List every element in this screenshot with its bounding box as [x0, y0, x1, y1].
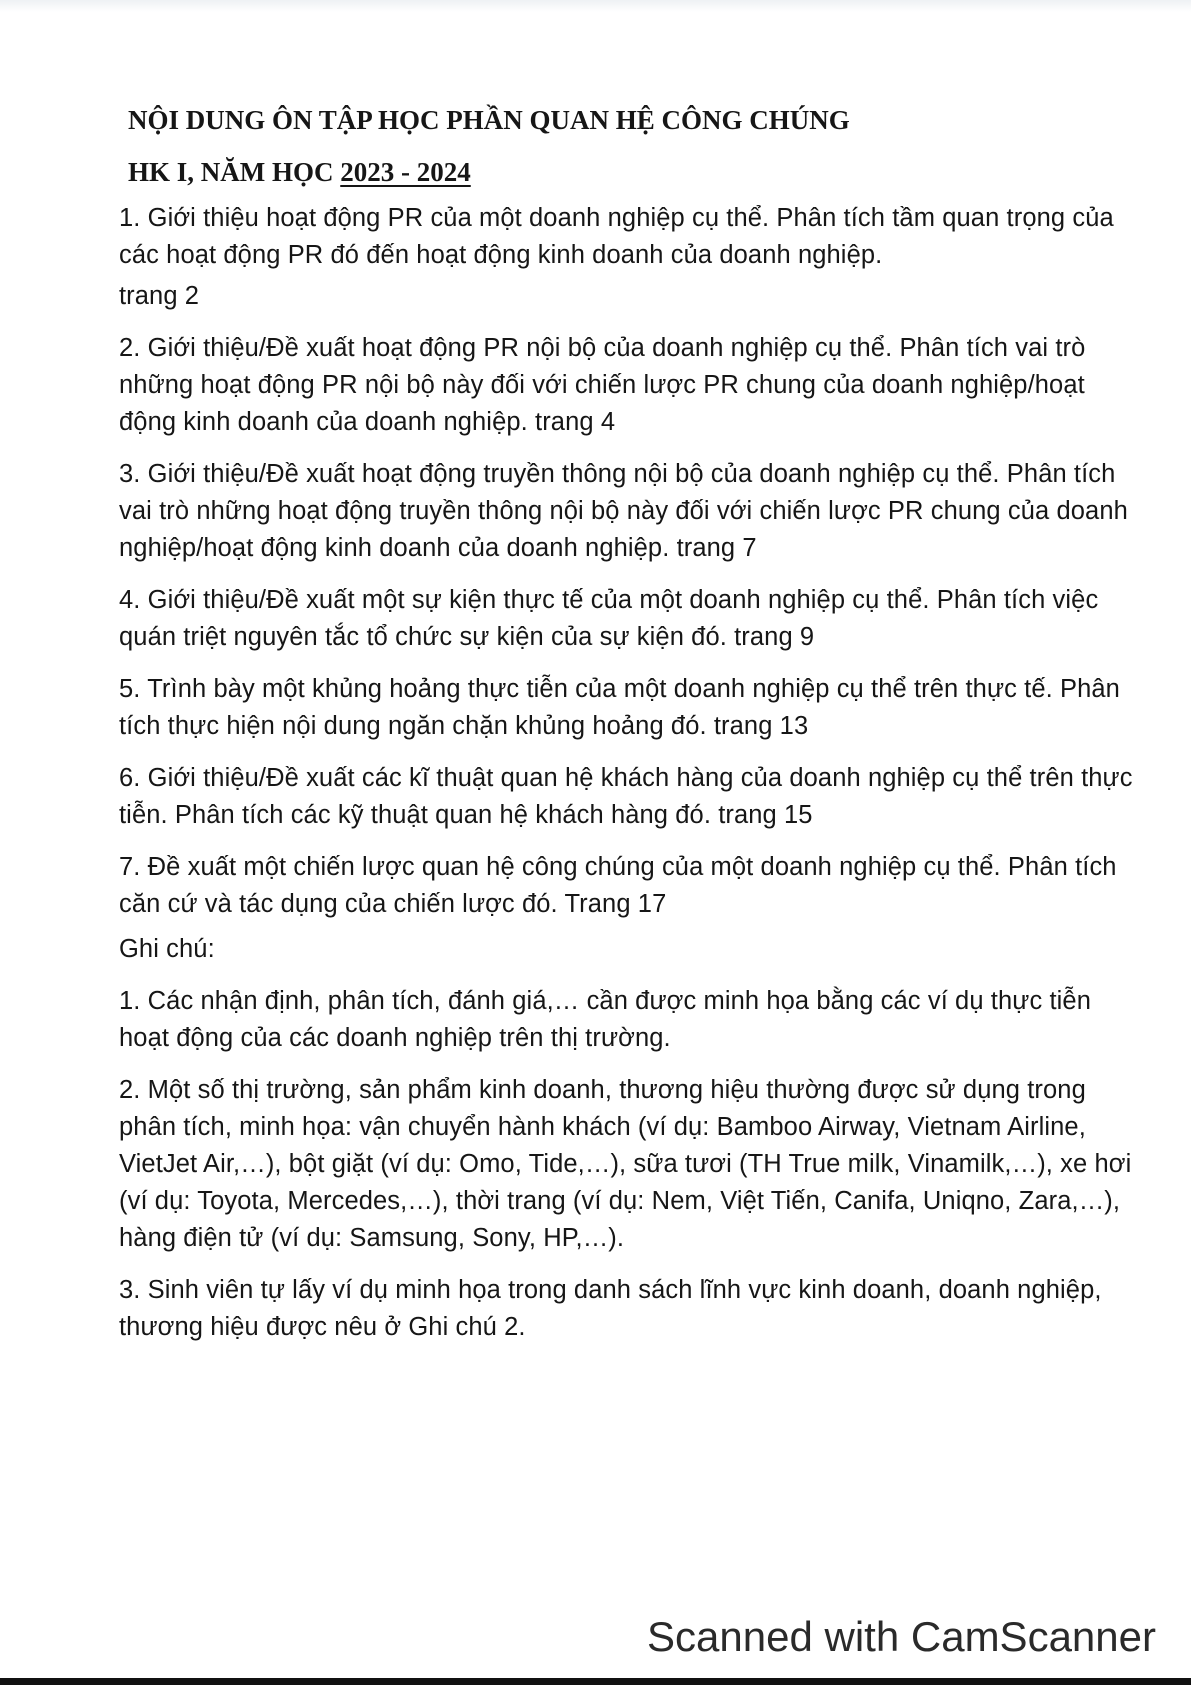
- question-1: 1. Giới thiệu hoạt động PR của một doanh nghiệp cụ thể. Phân tích tầm quan trọng của các hoạt động PR đó đến hoạt động kinh doanh của doanh nghiệp.: [119, 204, 1114, 269]
- question-1-page-ref: trang 2: [119, 282, 200, 310]
- note-2: 2. Một số thị trường, sản phẩm kinh doanh, thương hiệu thường được sử dụng trong phân tích, minh họa: vận chuyển hành khách (ví dụ: Bamboo Airway, Vietnam Airline, VietJet Air,…), bột giặt (ví dụ: Omo, Tide,…), sữa tươi (TH True milk, Vinamilk,…), xe hơi (ví dụ: Toyota, Mercedes,…), thời trang (ví dụ: Nem, Việt Tiến, Canifa, Uniqno, Zara,…), hàng điện tử (ví dụ: Samsung, Sony, HP,…).: [119, 1076, 1132, 1252]
- notes-heading: Ghi chú:: [119, 935, 215, 963]
- document-subtitle: [128, 155, 471, 189]
- document-body: [119, 200, 1144, 1361]
- camscanner-watermark: Scanned with CamScanner: [647, 1613, 1156, 1660]
- question-5: 5. Trình bày một khủng hoảng thực tiễn của một doanh nghiệp cụ thể trên thực tế. Phân tích thực hiện nội dung ngăn chặn khủng hoảng đó. trang 13: [119, 675, 1120, 740]
- semester-label: HK I, NĂM HỌC: [128, 157, 341, 187]
- question-3: 3. Giới thiệu/Đề xuất hoạt động truyền thông nội bộ của doanh nghiệp cụ thể. Phân tích vai trò những hoạt động truyền thông nội bộ này đối với chiến lược PR chung của doanh nghiệp/hoạt động kinh doanh của doanh nghiệp. trang 7: [119, 460, 1128, 562]
- scan-top-edge: [0, 0, 1191, 12]
- question-7: 7. Đề xuất một chiến lược quan hệ công chúng của một doanh nghiệp cụ thể. Phân tích căn cứ và tác dụng của chiến lược đó. Trang 17: [119, 853, 1117, 918]
- document-title: NỘI DUNG ÔN TẬP HỌC PHẦN QUAN HỆ CÔNG CHÚNG: [128, 105, 850, 135]
- note-1: 1. Các nhận định, phân tích, đánh giá,… cần được minh họa bằng các ví dụ thực tiễn hoạt động của các doanh nghiệp trên thị trường.: [119, 987, 1091, 1052]
- question-2: 2. Giới thiệu/Đề xuất hoạt động PR nội bộ của doanh nghiệp cụ thể. Phân tích vai trò những hoạt động PR nội bộ này đối với chiến lược PR chung của doanh nghiệp/hoạt động kinh doanh của doanh nghiệp. trang 4: [119, 334, 1086, 436]
- question-4: 4. Giới thiệu/Đề xuất một sự kiện thực tế của một doanh nghiệp cụ thể. Phân tích việc quán triệt nguyên tắc tổ chức sự kiện của sự kiện đó. trang 9: [119, 586, 1099, 651]
- note-3: 3. Sinh viên tự lấy ví dụ minh họa trong danh sách lĩnh vực kinh doanh, doanh nghiệp, thương hiệu được nêu ở Ghi chú 2.: [119, 1276, 1102, 1341]
- question-6: 6. Giới thiệu/Đề xuất các kĩ thuật quan hệ khách hàng của doanh nghiệp cụ thể trên thực tiễn. Phân tích các kỹ thuật quan hệ khách hàng đó. trang 15: [119, 764, 1133, 829]
- scan-bottom-edge: [0, 1678, 1191, 1685]
- school-year: 2023 - 2024: [340, 157, 471, 187]
